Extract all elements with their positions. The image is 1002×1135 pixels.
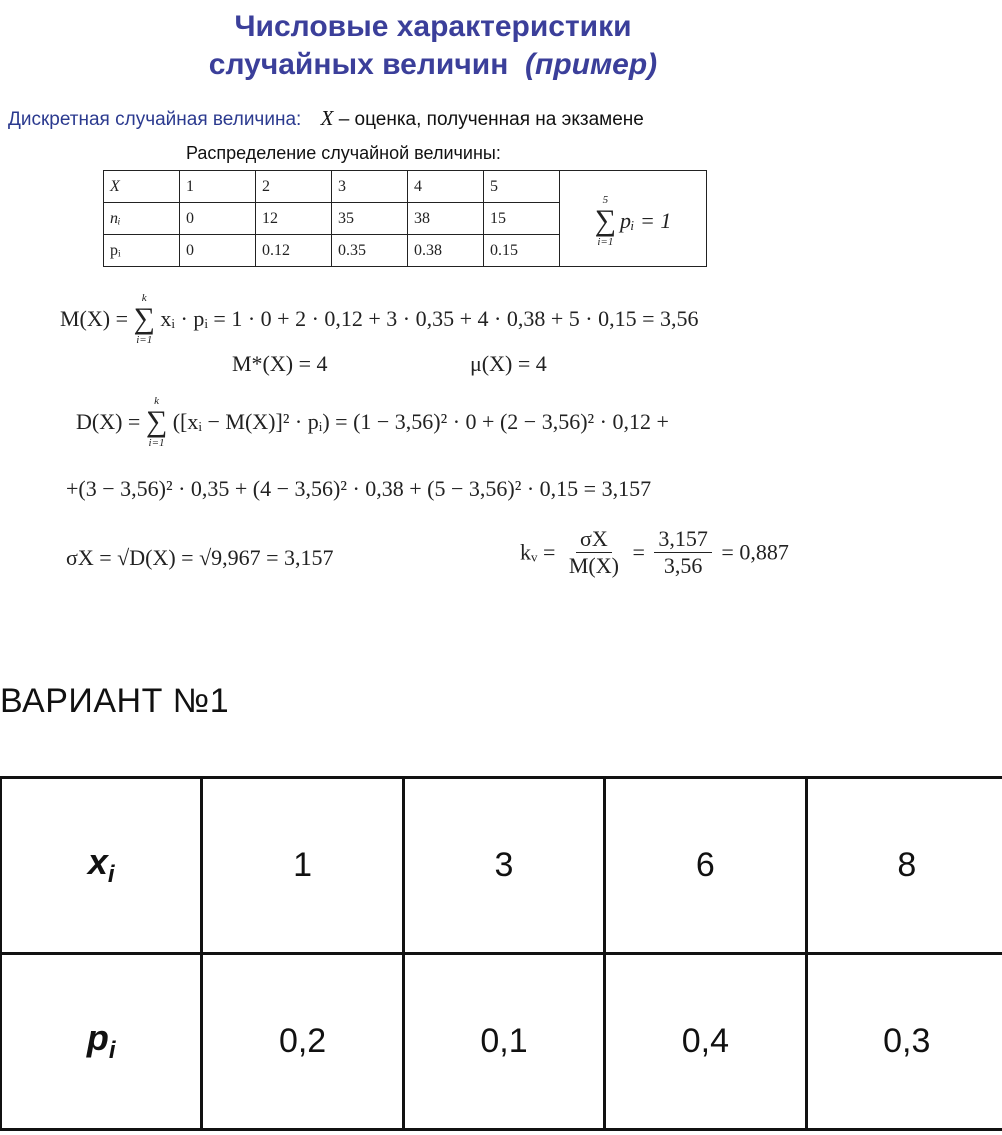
variant-x-subscript: i <box>107 861 115 889</box>
x-value: 3 <box>332 171 408 203</box>
intro-description: – оценка, полученная на экзамене <box>338 109 644 130</box>
variant-p-value: 0,4 <box>605 954 806 1130</box>
variant-x-value: 3 <box>403 778 604 954</box>
row-label-x: X <box>104 171 180 203</box>
n-value: 12 <box>256 203 332 235</box>
dx-sum-symbol <box>146 395 167 449</box>
sum-cell <box>560 171 707 267</box>
sum-rhs: pᵢ = 1 <box>620 207 672 233</box>
expectation-formula <box>60 292 699 346</box>
n-value: 35 <box>332 203 408 235</box>
variant-p-value: 0,2 <box>202 954 403 1130</box>
kv-fraction-1 <box>565 526 623 579</box>
x-value: 5 <box>484 171 560 203</box>
sum-lower-limit: i=1 <box>597 235 614 248</box>
kv-equals: = <box>632 539 645 565</box>
title-line-1: Числовые характеристики <box>234 10 632 43</box>
mx-sum-upper: k <box>141 292 147 304</box>
variant-p-value: 0,3 <box>806 954 1002 1130</box>
p-value: 0.15 <box>484 235 560 267</box>
row-label-n: nᵢ <box>104 203 180 235</box>
variant-p-subscript: i <box>108 1037 116 1065</box>
mx-lhs: M(X) = <box>60 306 129 331</box>
table-row <box>1 954 1002 1130</box>
dx-sum-sigma: ∑ <box>145 405 168 438</box>
variant-x-value: 6 <box>605 778 806 954</box>
sum-formula <box>595 194 672 248</box>
mx-sum-lower: i=1 <box>136 334 153 346</box>
std-deviation-formula: σX = √D(X) = √9,967 = 3,157 <box>66 545 334 570</box>
variant-x-value: 8 <box>806 778 1002 954</box>
variant-p-value: 0,1 <box>403 954 604 1130</box>
kv-fraction-2-den: 3,56 <box>663 553 703 578</box>
p-value: 0 <box>180 235 256 267</box>
p-value: 0.12 <box>256 235 332 267</box>
dx-rhs: ([xᵢ − M(X)]² · pᵢ) = (1 − 3,56)² · 0 + (2 − 3,56)² · 0,12 + <box>172 409 669 434</box>
dx-sum-lower: i=1 <box>148 437 165 449</box>
variant-x-label <box>1 778 202 954</box>
sum-upper-limit: 5 <box>602 193 609 206</box>
p-value: 0.35 <box>332 235 408 267</box>
mx-rhs: xᵢ · pᵢ = 1 · 0 + 2 · 0,12 + 3 · 0,35 + 4 · 0,38 + 5 · 0,15 = 3,56 <box>160 306 699 331</box>
variant-x-letter: x <box>87 841 108 883</box>
n-value: 15 <box>484 203 560 235</box>
kv-fraction-2 <box>654 526 712 579</box>
p-value: 0.38 <box>408 235 484 267</box>
mode-formula: M*(X) = 4 <box>232 351 328 376</box>
variant-p-letter: p <box>86 1017 109 1059</box>
table-row <box>1 778 1002 954</box>
variant-x-value: 1 <box>202 778 403 954</box>
variance-formula <box>76 395 669 449</box>
dx-lhs: D(X) = <box>76 409 141 434</box>
median-formula: μ(X) = 4 <box>470 351 547 376</box>
kv-fraction-1-den: M(X) <box>568 553 619 578</box>
variant-p-label <box>1 954 202 1130</box>
mx-sum-symbol <box>134 292 155 346</box>
x-value: 1 <box>180 171 256 203</box>
variance-formula-line-2: +(3 − 3,56)² · 0,35 + (4 − 3,56)² · 0,38 + (5 − 3,56)² · 0,15 = 3,157 <box>66 476 652 501</box>
n-value: 38 <box>408 203 484 235</box>
n-value: 0 <box>180 203 256 235</box>
row-label-p: pᵢ <box>104 235 180 267</box>
intro-variable: X <box>320 106 334 130</box>
kv-result: = 0,887 <box>721 539 789 565</box>
intro-line <box>8 106 644 131</box>
dx-sum-upper: k <box>154 395 159 407</box>
variation-coefficient-formula <box>520 526 789 579</box>
slide-title <box>0 8 866 84</box>
title-line-2-text: случайных величин <box>208 48 509 81</box>
title-line-2 <box>0 46 866 84</box>
sum-symbol-stack <box>595 194 616 248</box>
mx-sum-sigma: ∑ <box>133 302 155 335</box>
table-row <box>104 171 707 203</box>
variant-table <box>0 776 1002 1131</box>
kv-lhs: kᵥ = <box>520 539 556 565</box>
x-value: 4 <box>408 171 484 203</box>
title-line-2-suffix: (пример) <box>525 48 658 81</box>
distribution-table <box>103 170 707 267</box>
intro-label: Дискретная случайная величина: <box>8 109 302 130</box>
kv-fraction-2-num: 3,157 <box>654 526 712 553</box>
distribution-caption: Распределение случайной величины: <box>186 143 501 163</box>
sum-symbol: ∑ <box>594 203 617 237</box>
kv-fraction-1-num: σX <box>576 526 612 553</box>
x-value: 2 <box>256 171 332 203</box>
variant-heading: ВАРИАНТ №1 <box>0 682 230 720</box>
